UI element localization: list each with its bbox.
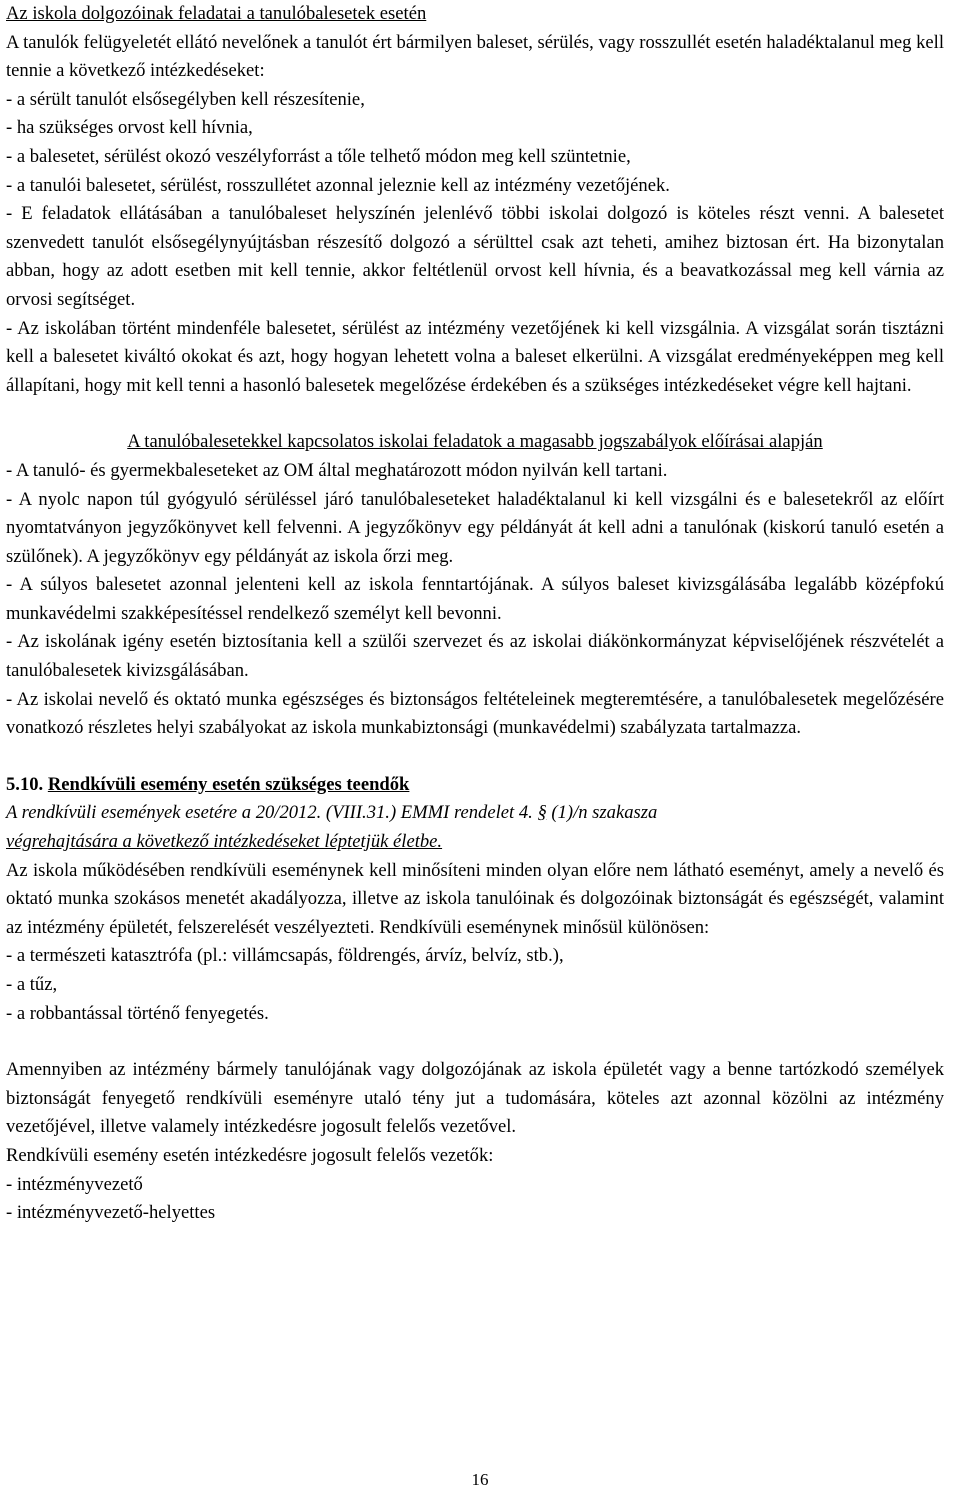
section-2-paragraph: - Az iskolai nevelő és oktató munka egészséges és biztonságos feltételeinek megteremtésére, a tanulóbalesetek megelőzésére vonatkozó részletes helyi szabályokat az iskola munkabiztonsági (munkavédelmi) szabályzata tartalmazza. [6, 688, 944, 739]
section-3-title: Rendkívüli esemény esetén szükséges teendők [47, 773, 410, 795]
section-2-paragraph: - A nyolc napon túl gyógyuló sérüléssel járó tanulóbaleseteket haladéktalanul ki kell vizsgálni és e balesetekről az előírt nyomtatványon jegyzőkönyvet kell felvenni. A jegyzőkönyv egy példányát át kell adni a tanulónak (kiskorú tanuló esetén a szülőnek). A jegyzőkönyv egy példányát az iskola őrzi meg. [6, 488, 944, 567]
section-sign: § [537, 802, 547, 824]
section-1-intro: A tanulók felügyeletét ellátó nevelőnek a tanulót ért bármilyen baleset, sérülés, vagy rosszullét esetén haladéktalanul meg kell tennie a következő intézkedéseket: [6, 31, 944, 82]
decree-continuation: végrehajtására a következő intézkedéseket léptetjük életbe. [6, 831, 443, 853]
section-3-heading [6, 771, 944, 800]
list-item: - a sérült tanulót elsősegélyben kell részesítenie, [6, 88, 365, 110]
list-item: - a tűz, [6, 974, 58, 995]
section-1-paragraph-1: - E feladatok ellátásában a tanulóbaleset helyszínén jelenlévő többi iskolai dolgozó is köteles részt venni. A balesetet szenvedett tanulót elsősegélynyújtásban részesítő dolgozó a sérülttel csak azt teheti, amihez biztosan ért. Ha bizonytalan abban, hogy az adott esetben mit kell tennie, akkor feltétlenül orvost kell hívnia, és a beavatkozással meg kell várnia az orvosi segítséget. [6, 203, 944, 310]
paragraph-gap [6, 1028, 944, 1056]
leaders-intro: Rendkívüli esemény esetén intézkedésre jogosult felelős vezetők: [6, 1144, 494, 1166]
section-number: 5.10. [6, 773, 44, 795]
section-3-paragraph-1: Az iskola működésében rendkívüli eseménynek kell minősíteni minden olyan előre nem látható eseményt, amely a nevelő és oktató munka szokásos menetét akadályozza, illetve az iskola tanulóinak és dolgozóinak biztonságát és egészségét, valamint az intézmény épületét, felszerelését veszélyezteti. Rendkívüli eseménynek minősül különösen: [6, 859, 944, 938]
list-item: - a robbantással történő fenyegetés. [6, 1002, 269, 1024]
list-item: - a természeti katasztrófa (pl.: villámcsapás, földrengés, árvíz, belvíz, stb.), [6, 945, 564, 967]
section-2-paragraph: - Az iskolának igény esetén biztosítania kell a szülői szervezet és az iskolai diákönkormányzat képviselőjének részvételét a tanulóbalesetek kivizsgálásában. [6, 631, 944, 682]
section-2-title: A tanulóbalesetekkel kapcsolatos iskolai feladatok a magasabb jogszabályok előírásai alapján [127, 431, 823, 453]
section-2-paragraph: - A tanuló- és gyermekbaleseteket az OM által meghatározott módon nyilván kell tartani. [6, 459, 668, 481]
decree-reference [6, 799, 944, 828]
list-item: - a tanulói balesetet, sérülést, rosszullétet azonnal jeleznie kell az intézmény vezetőjének. [6, 174, 670, 196]
section-1-paragraph-2: - Az iskolában történt mindenféle balesetet, sérülést az intézmény vezetőjének ki kell vizsgálnia. A vizsgálat során tisztázni kell a balesetet kiváltó okokat és azt, hogy hogyan lehetett volna a baleset elkerülni. A vizsgálat eredményeképpen meg kell állapítani, hogy mit kell tenni a hasonló balesetek megelőzése érdekében és a szükséges intézkedéseket végre kell hajtani. [6, 317, 944, 396]
list-item: - ha szükséges orvost kell hívnia, [6, 117, 253, 139]
list-item: - intézményvezető-helyettes [6, 1202, 216, 1224]
decree-part-2: (1)/n szakasza [546, 802, 658, 824]
list-item: - a balesetet, sérülést okozó veszélyforrást a tőle telhető módon meg kell szüntetnie, [6, 145, 631, 167]
section-1-title: Az iskola dolgozóinak feladatai a tanulóbalesetek esetén [6, 3, 427, 24]
page-number: 16 [471, 1470, 489, 1489]
section-2-paragraph: - A súlyos balesetet azonnal jelenteni kell az iskola fenntartójának. A súlyos baleset kivizsgálásába legalább középfokú munkavédelmi szakképesítéssel rendelkező személyt kell bevonni. [6, 574, 944, 624]
list-item: - intézményvezető [6, 1173, 143, 1195]
decree-part-1: A rendkívüli események esetére a 20/2012. (VIII.31.) EMMI rendelet 4. [6, 802, 538, 824]
section-3-paragraph-2: Amennyiben az intézmény bármely tanulójának vagy dolgozójának az iskola épületét vagy a benne tartózkodó személyek biztonságát fenyegető rendkívüli eseményre utaló tény jut a tudomására, köteles azt azonnal közölni az intézmény vezetőjével, illetve valamely intézkedésre jogosult felelős vezetővel. [6, 1059, 944, 1138]
